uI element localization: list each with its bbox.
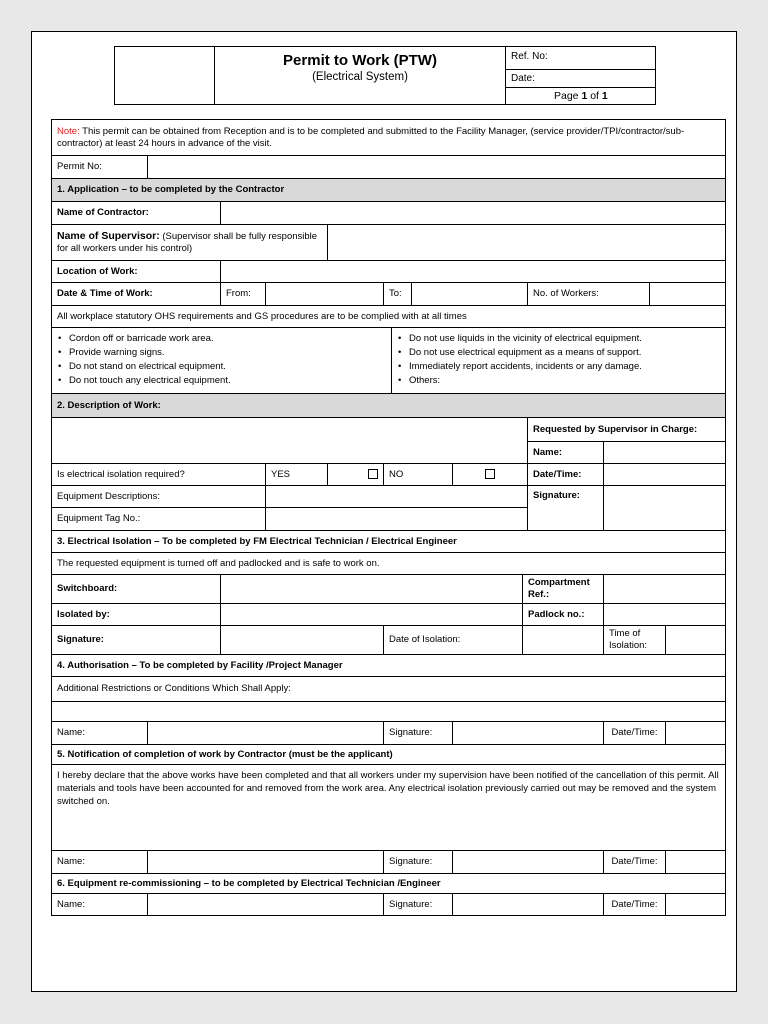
yes-checkbox-cell[interactable]: [328, 464, 384, 486]
supervisor-input[interactable]: [328, 225, 726, 261]
ref-no-field[interactable]: [505, 46, 656, 70]
permit-form-table: [51, 119, 726, 916]
permit-page: [31, 31, 737, 992]
auth-name-label: Name:: [52, 722, 148, 745]
auth-datetime-label: Date/Time:: [604, 722, 666, 745]
iso-signature-input[interactable]: [221, 626, 384, 655]
date-label: Date:: [511, 73, 535, 84]
note-label: Note:: [57, 125, 80, 137]
completion-name-label: Name:: [52, 851, 148, 874]
precaution-left-item: • Do not touch any electrical equipment.: [69, 374, 386, 388]
completion-declaration: I hereby declare that the above works have been completed and that all workers under my supervision have been notified of the cancellation of this permit. All materials and tools have been accounted for and removed from the work area. Any electrical isolation previously carried out may be removed and the system switched on.: [52, 765, 726, 851]
workers-input[interactable]: [650, 283, 726, 306]
precaution-left-item: • Do not stand on electrical equipment.: [69, 360, 386, 374]
switchboard-input[interactable]: [221, 575, 523, 604]
precaution-right-item: • Do not use liquids in the vicinity of electrical equipment.: [409, 332, 720, 346]
date-field[interactable]: [505, 69, 656, 88]
precaution-left-item: • Provide warning signs.: [69, 346, 386, 360]
page-prefix: Page: [554, 90, 579, 102]
supervisor-label: Name of Supervisor:: [57, 230, 160, 242]
equip-desc-input[interactable]: [266, 486, 528, 508]
page-indicator: [505, 87, 656, 105]
section-1-title: 1. Application – to be completed by the Contractor: [52, 179, 726, 202]
workers-label: No. of Workers:: [528, 283, 650, 306]
precautions-left-list: [57, 332, 386, 388]
recomm-name-label: Name:: [52, 894, 148, 916]
switchboard-label: Switchboard:: [52, 575, 221, 604]
req-signature-label: Signature:: [528, 486, 604, 531]
restrictions-input[interactable]: [52, 702, 726, 722]
date-iso-label: Date of Isolation:: [384, 626, 523, 655]
recomm-datetime-input[interactable]: [666, 894, 726, 916]
note-text: This permit can be obtained from Reception and is to be completed and submitted to the Facility Manager, (service provider/TPI/contractor/sub-contractor) at least 24 hours in advance of the visit.: [57, 125, 685, 149]
form-subtitle: (Electrical System): [312, 71, 408, 83]
to-label: To:: [384, 283, 412, 306]
no-label: NO: [384, 464, 453, 486]
completion-datetime-input[interactable]: [666, 851, 726, 874]
location-input[interactable]: [221, 261, 726, 283]
page-of: of: [590, 90, 599, 102]
section-2-title: 2. Description of Work:: [52, 394, 726, 418]
contractor-label: Name of Contractor:: [52, 202, 221, 225]
auth-signature-input[interactable]: [453, 722, 604, 745]
time-iso-label: Time of Isolation:: [604, 626, 666, 655]
req-datetime-label: Date/Time:: [528, 464, 604, 486]
date-iso-input[interactable]: [523, 626, 604, 655]
note-cell: [52, 120, 726, 156]
section-6-title: 6. Equipment re-commissioning – to be completed by Electrical Technician /Engineer: [52, 874, 726, 894]
requested-by-label: Requested by Supervisor in Charge:: [528, 418, 726, 442]
supervisor-label-cell: [52, 225, 328, 261]
completion-signature-input[interactable]: [453, 851, 604, 874]
no-checkbox-cell[interactable]: [453, 464, 528, 486]
page-total: 1: [601, 90, 608, 102]
req-signature-input[interactable]: [604, 486, 726, 531]
req-name-input[interactable]: [604, 442, 726, 464]
section-5-title: 5. Notification of completion of work by Contractor (must be the applicant): [52, 745, 726, 765]
padlock-label: Padlock no.:: [523, 604, 604, 626]
iso-signature-label: Signature:: [52, 626, 221, 655]
precaution-right-item: • Others:: [409, 374, 720, 388]
equip-desc-label: Equipment Descriptions:: [52, 486, 266, 508]
title-box: [214, 46, 506, 105]
page-number: 1: [581, 90, 588, 102]
section-3-title: 3. Electrical Isolation – To be completed by FM Electrical Technician / Electrical Engineer: [52, 531, 726, 553]
completion-name-input[interactable]: [148, 851, 384, 874]
work-description-input[interactable]: [52, 418, 528, 464]
to-input[interactable]: [412, 283, 528, 306]
precaution-right-item: • Immediately report accidents, incidents or any damage.: [409, 360, 720, 374]
recomm-signature-label: Signature:: [384, 894, 453, 916]
ref-no-label: Ref. No:: [511, 51, 548, 62]
from-label: From:: [221, 283, 266, 306]
yes-checkbox[interactable]: [368, 469, 378, 479]
recomm-datetime-label: Date/Time:: [604, 894, 666, 916]
from-input[interactable]: [266, 283, 384, 306]
ohs-statement: All workplace statutory OHS requirements and GS procedures are to be complied with at all times: [52, 306, 726, 328]
precaution-right-item: • Do not use electrical equipment as a means of support.: [409, 346, 720, 360]
no-checkbox[interactable]: [485, 469, 495, 479]
recomm-name-input[interactable]: [148, 894, 384, 916]
contractor-input[interactable]: [221, 202, 726, 225]
time-iso-input[interactable]: [666, 626, 726, 655]
yes-label: YES: [266, 464, 328, 486]
precautions-right: [392, 328, 726, 394]
permit-no-label: Permit No:: [52, 156, 148, 179]
restrictions-label: Additional Restrictions or Conditions Which Shall Apply:: [52, 677, 726, 702]
equip-tag-input[interactable]: [266, 508, 528, 531]
isolated-by-input[interactable]: [221, 604, 523, 626]
supervisor-note: (Supervisor shall be fully responsible for all workers under his control): [57, 231, 318, 254]
compartment-input[interactable]: [604, 575, 726, 604]
permit-no-input[interactable]: [148, 156, 726, 179]
isolated-by-label: Isolated by:: [52, 604, 221, 626]
isolation-question: Is electrical isolation required?: [52, 464, 266, 486]
auth-datetime-input[interactable]: [666, 722, 726, 745]
logo-box: [114, 46, 215, 105]
compartment-label: Compartment Ref.:: [523, 575, 604, 604]
padlock-input[interactable]: [604, 604, 726, 626]
equip-tag-label: Equipment Tag No.:: [52, 508, 266, 531]
precautions-left: [52, 328, 392, 394]
isolation-statement: The requested equipment is turned off and padlocked and is safe to work on.: [52, 553, 726, 575]
form-title: Permit to Work (PTW): [283, 52, 437, 69]
section-4-title: 4. Authorisation – To be completed by Facility /Project Manager: [52, 655, 726, 677]
recomm-signature-input[interactable]: [453, 894, 604, 916]
precautions-right-list: [397, 332, 720, 388]
req-datetime-input[interactable]: [604, 464, 726, 486]
completion-signature-label: Signature:: [384, 851, 453, 874]
completion-datetime-label: Date/Time:: [604, 851, 666, 874]
datetime-label: Date & Time of Work:: [52, 283, 221, 306]
precaution-left-item: • Cordon off or barricade work area.: [69, 332, 386, 346]
auth-name-input[interactable]: [148, 722, 384, 745]
auth-signature-label: Signature:: [384, 722, 453, 745]
location-label: Location of Work:: [52, 261, 221, 283]
req-name-label: Name:: [528, 442, 604, 464]
